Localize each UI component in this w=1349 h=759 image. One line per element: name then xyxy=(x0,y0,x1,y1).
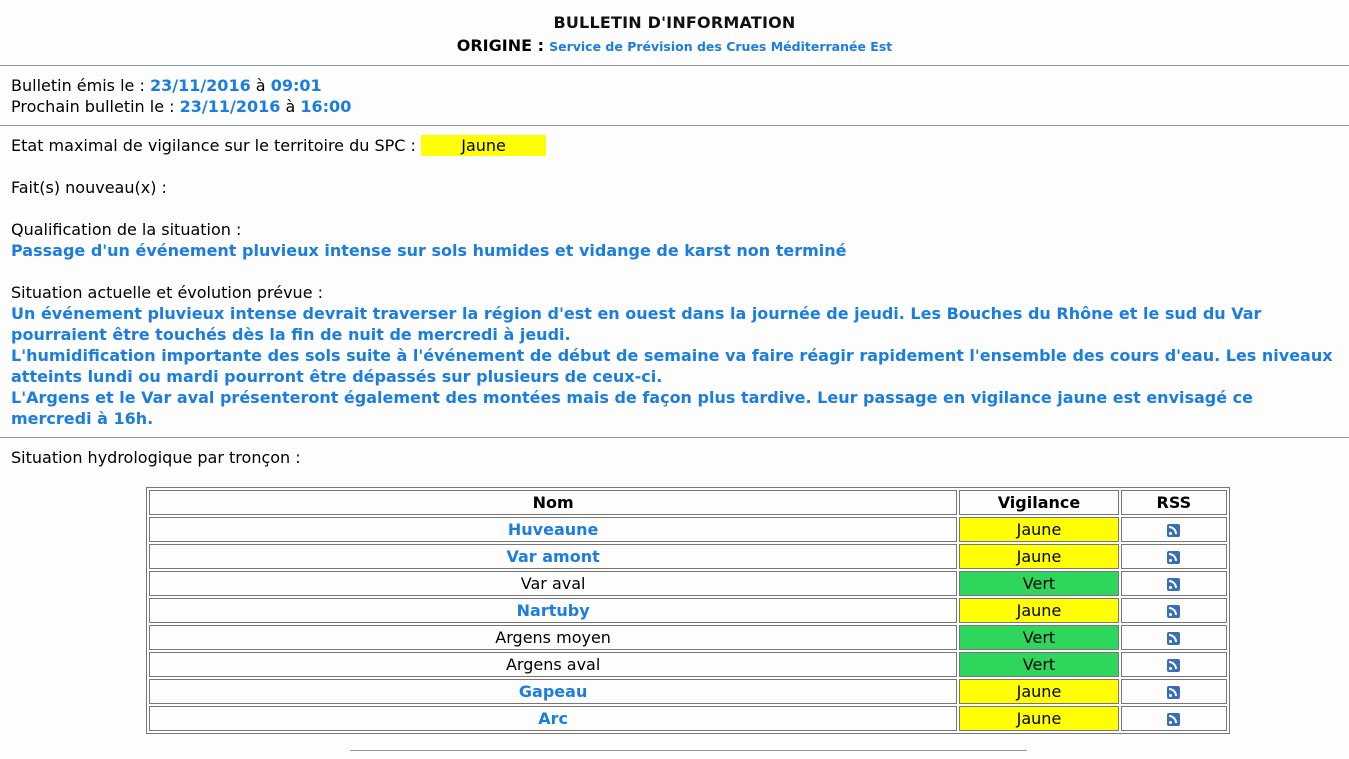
emission-a: à xyxy=(255,76,266,95)
rss-cell xyxy=(1121,517,1227,542)
troncon-name-link[interactable]: Huveaune xyxy=(149,517,957,542)
troncons-table-body xyxy=(149,517,1227,731)
rss-cell xyxy=(1121,625,1227,650)
table-row xyxy=(149,598,1227,623)
vigilance-level: Vert xyxy=(959,625,1118,650)
hydro-label: Situation hydrologique par tronçon : xyxy=(11,448,301,467)
next-bulletin-time: 16:00 xyxy=(300,97,352,116)
rss-icon[interactable] xyxy=(1167,659,1180,672)
bulletin-header xyxy=(0,0,1349,55)
emission-label: Bulletin émis le : xyxy=(11,76,145,95)
rss-cell xyxy=(1121,706,1227,731)
vigilance-level: Vert xyxy=(959,652,1118,677)
bulletin-title: BULLETIN D'INFORMATION xyxy=(553,13,796,32)
rss-cell xyxy=(1121,544,1227,569)
table-row xyxy=(149,625,1227,650)
table-row xyxy=(149,679,1227,704)
vigilance-level: Jaune xyxy=(959,679,1118,704)
rss-cell xyxy=(1121,598,1227,623)
origin-label: ORIGINE : xyxy=(456,36,544,55)
rss-cell xyxy=(1121,679,1227,704)
troncon-name-link[interactable]: Nartuby xyxy=(149,598,957,623)
rss-icon[interactable] xyxy=(1167,578,1180,591)
column-header-vigilance: Vigilance xyxy=(959,490,1118,515)
next-bulletin-date: 23/11/2016 xyxy=(179,97,281,116)
rss-cell xyxy=(1121,571,1227,596)
bottom-divider xyxy=(350,750,1027,751)
troncons-table xyxy=(146,487,1230,734)
next-bulletin-line xyxy=(11,96,1349,117)
origin-service-link[interactable]: Service de Prévision des Crues Méditerranée Est xyxy=(549,39,893,54)
vigilance-level: Jaune xyxy=(959,598,1118,623)
next-bulletin-a: à xyxy=(285,97,296,116)
rss-icon[interactable] xyxy=(1167,551,1180,564)
troncon-name-link[interactable]: Gapeau xyxy=(149,679,957,704)
next-bulletin-label: Prochain bulletin le : xyxy=(11,97,175,116)
rss-cell xyxy=(1121,652,1227,677)
table-row xyxy=(149,652,1227,677)
emission-line xyxy=(11,75,1349,96)
vigilance-level: Vert xyxy=(959,571,1118,596)
table-row xyxy=(149,544,1227,569)
vigilance-label: Etat maximal de vigilance sur le territoire du SPC : xyxy=(11,136,416,155)
troncon-name-link[interactable]: Var amont xyxy=(149,544,957,569)
troncon-name: Var aval xyxy=(149,571,957,596)
table-row xyxy=(149,706,1227,731)
vigilance-block xyxy=(0,126,1349,429)
table-header-row xyxy=(149,490,1227,515)
faits-nouveaux-label: Fait(s) nouveau(x) : xyxy=(11,178,167,197)
troncon-name: Argens aval xyxy=(149,652,957,677)
troncon-name-link[interactable]: Arc xyxy=(149,706,957,731)
rss-icon[interactable] xyxy=(1167,605,1180,618)
situation-paragraph-1: Un événement pluvieux intense devrait traverser la région d'est en ouest dans la journée de jeudi. Les Bouches du Rhône et le sud du Var pourraient être touchés dès la fin de nuit de mercredi à jeudi. xyxy=(11,304,1262,344)
situation-paragraph-3: L'Argens et le Var aval présenteront également des montées mais de façon plus tardive. Leur passage en vigilance jaune est envisagé ce mercredi à 16h. xyxy=(11,388,1254,428)
vigilance-badge: Jaune xyxy=(421,135,546,156)
situation-label: Situation actuelle et évolution prévue : xyxy=(11,283,324,302)
emission-date: 23/11/2016 xyxy=(149,76,251,95)
rss-icon[interactable] xyxy=(1167,524,1180,537)
vigilance-level: Jaune xyxy=(959,517,1118,542)
vigilance-level: Jaune xyxy=(959,706,1118,731)
column-header-rss: RSS xyxy=(1121,490,1227,515)
vigilance-level: Jaune xyxy=(959,544,1118,569)
rss-icon[interactable] xyxy=(1167,686,1180,699)
emission-time: 09:01 xyxy=(270,76,322,95)
table-row xyxy=(149,571,1227,596)
vigilance-line xyxy=(11,135,1349,156)
situation-paragraph-2: L'humidification importante des sols suite à l'événement de début de semaine va faire réagir rapidement l'ensemble des cours d'eau. Les niveaux atteints lundi ou mardi pourront être dépassés sur plusieurs de ceux-ci. xyxy=(11,346,1333,386)
table-row xyxy=(149,517,1227,542)
rss-icon[interactable] xyxy=(1167,713,1180,726)
emission-block xyxy=(0,66,1349,125)
origin-line xyxy=(0,36,1349,55)
column-header-nom: Nom xyxy=(149,490,957,515)
troncon-name: Argens moyen xyxy=(149,625,957,650)
qualification-label: Qualification de la situation : xyxy=(11,220,242,239)
qualification-text: Passage d'un événement pluvieux intense sur sols humides et vidange de karst non terminé xyxy=(11,241,847,260)
rss-icon[interactable] xyxy=(1167,632,1180,645)
